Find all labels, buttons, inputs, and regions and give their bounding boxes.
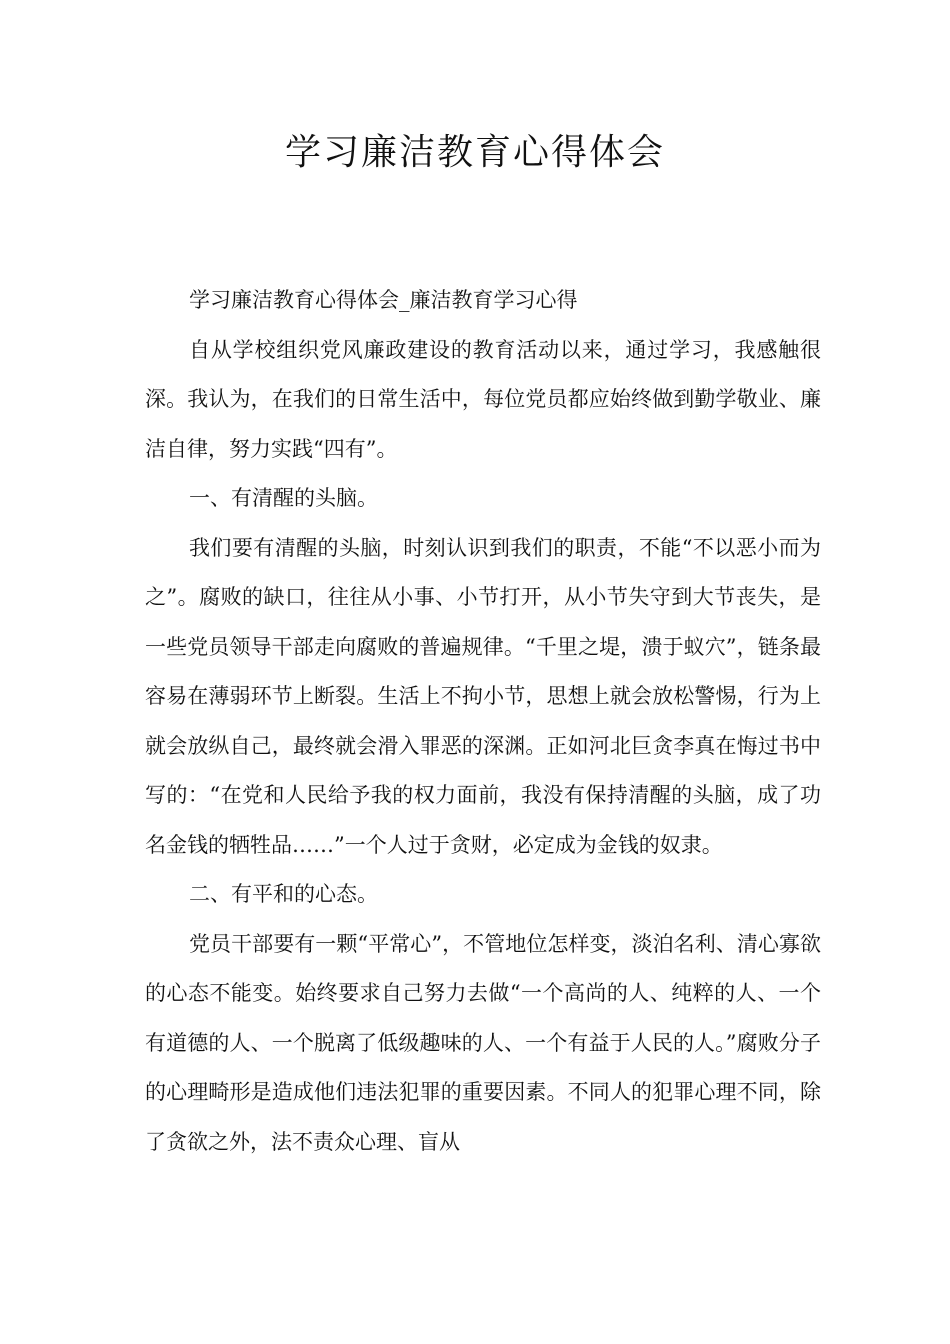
- paragraph-intro: 自从学校组织党风廉政建设的教育活动以来，通过学习，我感触很深。我认为，在我们的日常生活中，每位党员都应始终做到勤学敬业、廉洁自律，努力实践“四有”。: [145, 337, 821, 461]
- paragraph-subtitle: 学习廉洁教育心得体会_廉洁教育学习心得: [189, 288, 578, 312]
- document-body: [145, 276, 821, 1167]
- paragraph-section-2: 党员干部要有一颗“平常心”，不管地位怎样变，淡泊名利、清心寡欲的心态不能变。始终要求自己努力去做“一个高尚的人、纯粹的人、一个有道德的人、一个脱离了低级趣味的人、一个有益于人民的人。”腐败分子的心理畸形是造成他们违法犯罪的重要因素。不同人的犯罪心理不同，除了贪欲之外，法不责众心理、盲从: [145, 931, 821, 1154]
- paragraph-section-1: 我们要有清醒的头脑，时刻认识到我们的职责，不能“不以恶小而为之”。腐败的缺口，往往从小事、小节打开，从小节失守到大节丧失，是一些党员领导干部走向腐败的普遍规律。“千里之堤，溃于蚁穴”，链条最容易在薄弱环节上断裂。生活上不拘小节，思想上就会放松警惕，行为上就会放纵自己，最终就会滑入罪恶的深渊。正如河北巨贪李真在悔过书中写的：“在党和人民给予我的权力面前，我没有保持清醒的头脑，成了功名金钱的牺牲品……”一个人过于贪财，必定成为金钱的奴隶。: [145, 535, 821, 857]
- section-heading-1: 一、有清醒的头脑。: [189, 486, 378, 510]
- section-heading-2: 二、有平和的心态。: [189, 882, 378, 906]
- document-title: 学习廉洁教育心得体会: [284, 132, 665, 173]
